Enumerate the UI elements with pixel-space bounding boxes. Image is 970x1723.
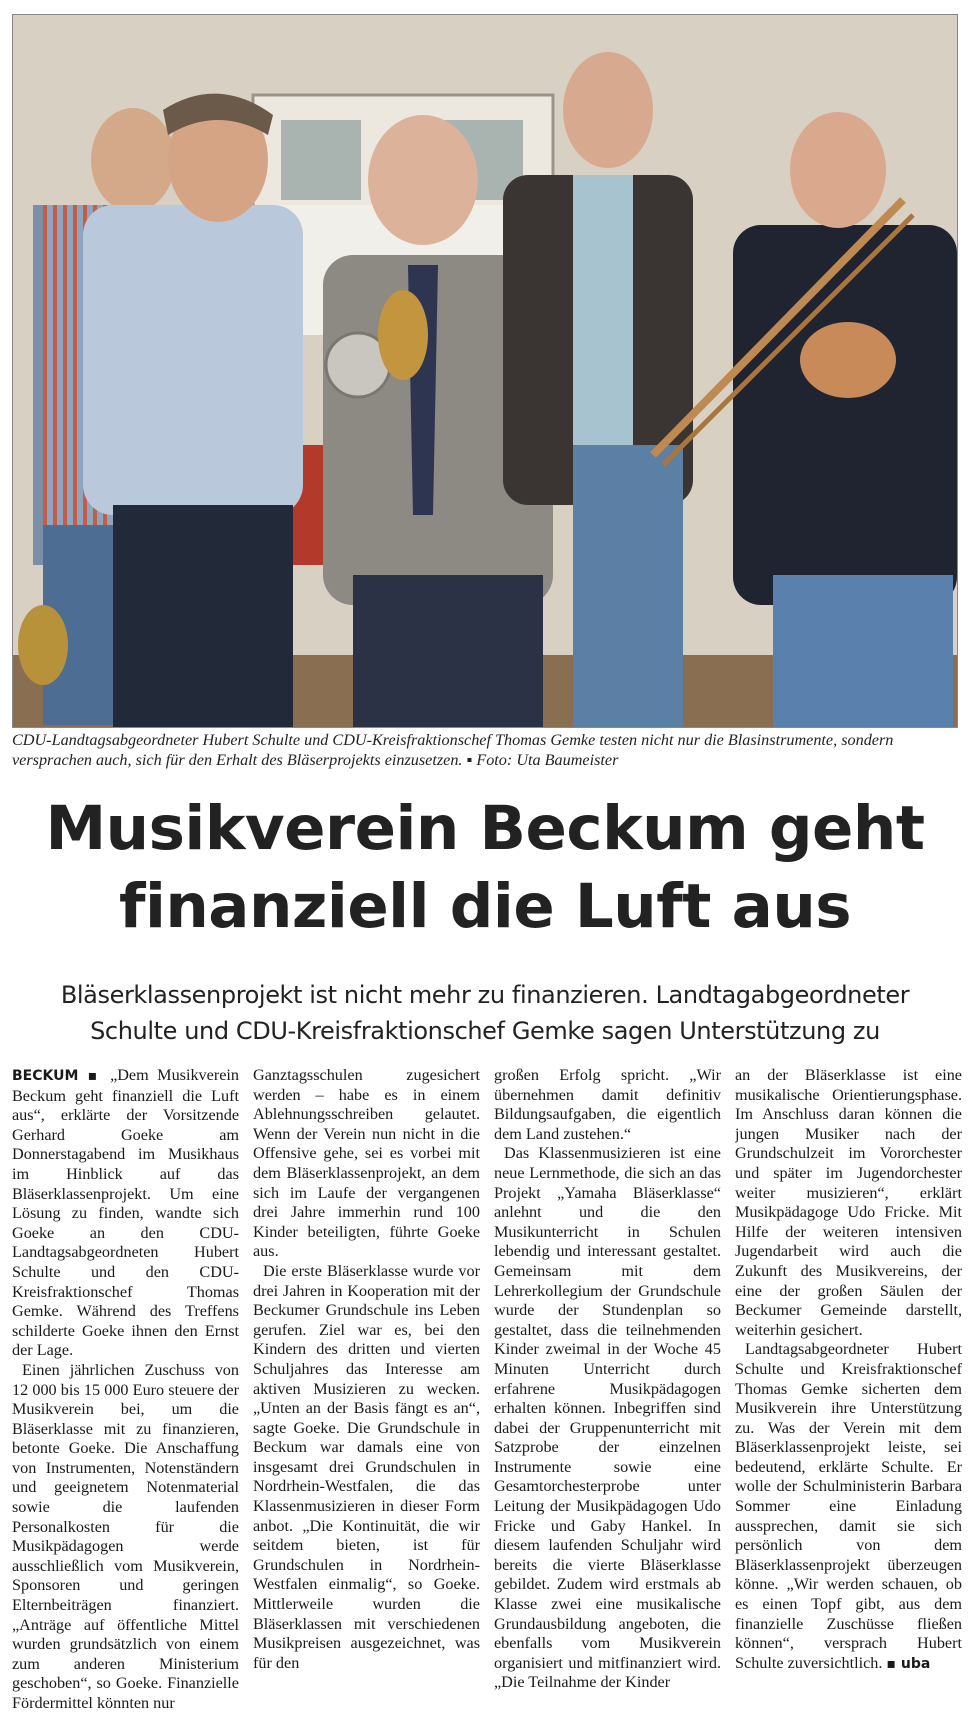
- article-paragraph: an der Bläserklasse ist eine musikalische Orientierungsphase. Im Anschluss daran können die jungen Musiker nach der Grundschulzeit im Vororchester und später im Jugendorchester weiter musizieren“, erklärt Musikpädagoge Udo Fricke. Mit Hilfe der weiteren intensiven Jugendarbeit wird auch die Zukunft des Musikvereins, der eine der großen Säulen der Beckumer Gemeinde darstellt, weiterhin gesichert.: [735, 1066, 962, 1339]
- article-column-2: [253, 1066, 480, 1718]
- subheadline-line-2: Schulte und CDU-Kreisfraktionschef Gemke sagen Unterstützung zu: [90, 1017, 880, 1045]
- article-column-1: [12, 1066, 239, 1718]
- headline: [0, 790, 970, 946]
- article-body: [12, 1066, 964, 1718]
- paragraph-text: „Dem Musikverein Beckum geht finanziell die Luft aus“, erklärte der Vorsitzende Gerhard Goeke am Donnerstagabend im Musikhaus im Hinblick auf das Bläserklassenprojekt. Um eine Lösung zu finden, wandte sich Goeke an den CDU-Landtagsabgeordneten Hubert Schulte und den CDU-Kreisfraktionschef Thomas Gemke. Während des Treffens schilderte Goeke ihnen den Ernst der Lage.: [12, 1066, 239, 1360]
- author-initials: ▪ uba: [886, 1655, 931, 1672]
- article-paragraph: [735, 1340, 962, 1674]
- photo-illustration: [13, 15, 957, 727]
- headline-line-1: Musikverein Beckum geht: [45, 793, 925, 864]
- article-paragraph: Die erste Bläserklasse wurde vor drei Jahren in Kooperation mit der Beckumer Grundschule ins Leben gerufen. Ziel war es, bei den Kindern des dritten und vierten Schuljahres das Interesse am aktiven Musizieren zu wecken. „Unten an der Basis fängt es an“, sagte Goeke. Die Grundschule in Beckum war damals eine von insgesamt drei Grundschulen in Nordrhein-Westfalen, die das Klassenmusizieren in dieser Form anbot. „Die Kontinuität, die wir seitdem bieten, ist für Grundschulen in Nordrhein-Westfalen einmalig“, so Goeke. Mittlerweile wurden die Bläserklassen mit verschiedenen Musikpreisen ausgezeichnet, was für den: [253, 1261, 480, 1672]
- photo-caption: CDU-Landtagsabgeordneter Hubert Schulte und CDU-Kreisfraktionschef Thomas Gemke testen nicht nur die Blasinstrumente, sondern versprachen auch, sich für den Erhalt des Bläserprojekts einzusetzen. ▪ Foto: Uta Baumeister: [12, 731, 894, 769]
- subheadline-line-1: Bläserklassenprojekt ist nicht mehr zu finanzieren. Landtagabgeordneter: [60, 981, 910, 1009]
- article-paragraph: Das Klassenmusizieren ist eine neue Lernmethode, die sich an das Projekt „Yamaha Bläserklasse“ anlehnt und die den Musikunterricht in Schulen lebendig und interessant gestaltet. Gemeinsam mit dem Lehrerkollegium der Grundschule wurde der Stundenplan so gestaltet, dass die teilnehmenden Kinder zweimal in der Woche 45 Minuten Unterricht durch erfahrene Musikpädagogen erhalten können. Inbegriffen sind dabei der Gruppenunterricht mit Satzprobe der einzelnen Instrumente sowie eine Gesamtorchesterprobe unter Leitung der Musikpädagogen Udo Fricke und Gaby Hankel. In diesem laufenden Schuljahr wird bereits die vierte Bläserklasse gebildet. Zudem wird erstmals ab Klasse zwei eine musikalische Grundausbildung angeboten, die ebenfalls vom Musikverein organisiert und mitfinanziert wird. „Die Teilnahme der Kinder: [494, 1144, 721, 1692]
- article-paragraph: Einen jährlichen Zuschuss von 12 000 bis 15 000 Euro steuere der Musikverein bei, um die Bläserklasse mit zu finanzieren, betonte Goeke. Die Anschaffung von Instrumenten, Notenständern und geeignetem Notenmaterial sowie die laufenden Personalkosten für die Musikpädagogen werde ausschließlich vom Musikverein, Sponsoren und geringen Elternbeiträgen finanziert. „Anträge auf öffentliche Mittel wurden grundsätzlich von einem zum anderen Ministerium geschoben“, so Goeke. Finanzielle Fördermittel könnten nur: [12, 1360, 239, 1712]
- headline-line-2: finanziell die Luft aus: [118, 871, 852, 942]
- article-column-4: [735, 1066, 962, 1718]
- article-paragraph: [12, 1066, 239, 1361]
- paragraph-text: Landtagsabgeordneter Hubert Schulte und Kreisfraktionschef Thomas Gemke sicherten dem Musikverein ihre Unterstützung zu. Was der Verein mit dem Bläserklassenprojekt leiste, sei bedeutend, erklärte Schulte. Er wolle der Schulministerin Barbara Sommer eine Einladung aussprechen, damit sie sich persönlich von dem Bläserklassenprojekt überzeugen könne. „Wir werden schauen, ob es einen Topf gibt, aus dem finanzielle Zuschüsse fließen können“, versprach Hubert Schulte zuversichtlich.: [735, 1340, 962, 1672]
- article-paragraph: Ganztagsschulen zugesichert werden – habe es in einem Ablehnungsschreiben gelautet. Wenn der Verein nun nicht in die Offensive gehe, sei es vorbei mit dem Bläserklassenprojekt, an dem sich im Laufe der vergangenen drei Jahre immerhin rund 100 Kinder beteiligten, führte Goeke aus.: [253, 1066, 480, 1261]
- news-photo: [12, 14, 958, 728]
- subheadline: [0, 977, 970, 1049]
- article-column-3: [494, 1066, 721, 1718]
- dateline: BECKUM ▪: [12, 1068, 102, 1084]
- article-paragraph: großen Erfolg spricht. „Wir übernehmen damit definitiv Bildungsaufgaben, die eigentlich dem Land zustehen.“: [494, 1066, 721, 1143]
